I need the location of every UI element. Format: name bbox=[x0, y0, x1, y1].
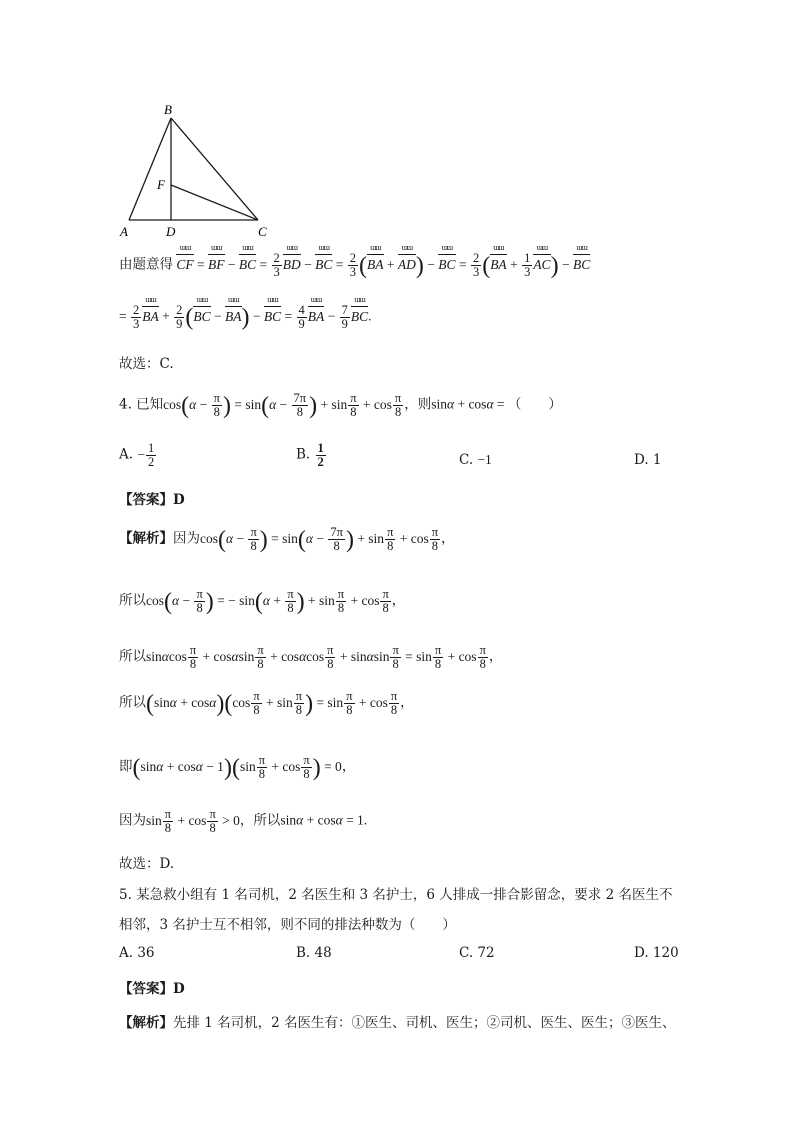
q4-solution-6: 因为sin $\frac{\pi}{8}$ + cos $\frac{\pi}{8}$ > 0，所以sinα + cosα = 1. bbox=[119, 807, 368, 836]
q5-stem-line-1: 5. 某急救小组有 1 名司机，2 名医生和 3 名护士，6 人排成一排合影留念，要求 2 名医生不 bbox=[119, 887, 673, 903]
q4-solution-5: 即(sinα + cosα − 1)(sin $\frac{\pi}{8}$ + cos $\frac{\pi}{8}$ ) = 0， bbox=[119, 753, 356, 782]
derivation-line-1: 由题意得 CF ɯɯ = BF ɯɯ − BC ɯɯ = $\frac{2}{3}$ BD ɯɯ − BC ɯɯ = $\frac{2}{3}$ (BA ɯɯ + AD ɯɯ) − BC ɯɯ = $\frac{2}{3}$ (BA ɯɯ + $\frac{1}{3}$ AC ɯɯ) − BC ɯɯ bbox=[119, 252, 590, 279]
segment-fc bbox=[171, 185, 258, 220]
q5-solution: 【解析】先排 1 名司机，2 名医生有：①医生、司机、医生；②司机、医生、医生；③医生、 bbox=[119, 1015, 676, 1031]
derivation-conclusion: 故选：C. bbox=[119, 356, 174, 372]
label-d: D bbox=[166, 224, 176, 239]
triangle-figure bbox=[115, 100, 285, 240]
q5-option-b: B. 48 bbox=[296, 945, 332, 961]
q4-solution-4: 所以(sinα + cosα)(cos $\frac{\pi}{8}$ + sin $\frac{\pi}{8}$ ) = sin $\frac{\pi}{8}$ + cos $\frac{\pi}{8}$ ， bbox=[119, 689, 414, 718]
q5-option-c: C. 72 bbox=[459, 945, 495, 961]
q5-option-d: D. 120 bbox=[634, 945, 679, 961]
q5-option-a: A. 36 bbox=[119, 945, 155, 961]
derivation-line-2: = $\frac{2}{3}$ BA ɯɯ + $\frac{2}{9}$ (BC ɯɯ − BA ɯɯ) − BC ɯɯ = $\frac{4}{9}$ BA ɯɯ − $\frac{7}{9}$ BC ɯɯ. bbox=[119, 304, 372, 331]
label-a: A bbox=[120, 224, 128, 239]
q4-stem: 4. 已知cos(α − $\frac{\pi}{8}$ ) = sin(α − $\frac{7\pi}{8}$ ) + sin $\frac{\pi}{8}$ + cos $\frac{\pi}{8}$ ，则sinα + cosα = （ ） bbox=[119, 391, 562, 420]
q4-conclusion: 故选：D. bbox=[119, 856, 175, 872]
q4-option-d: D. 1 bbox=[634, 452, 662, 468]
label-c: C bbox=[258, 224, 267, 239]
q4-solution-3: 所以sinαcos $\frac{\pi}{8}$ + cosαsin $\frac{\pi}{8}$ + cosαcos $\frac{\pi}{8}$ + sinαsin $\frac{\pi}{8}$ = sin $\frac{\pi}{8}$ + cos $\frac{\pi}{8}$ ， bbox=[119, 643, 503, 672]
label-f: F bbox=[157, 177, 165, 192]
q4-option-a: A. − $\frac{1}{2}$ bbox=[119, 441, 155, 470]
q4-solution-1: 【解析】因为cos(α − $\frac{\pi}{8}$ ) = sin(α − $\frac{7\pi}{8}$ ) + sin $\frac{\pi}{8}$ + cos $\frac{\pi}{8}$ ， bbox=[119, 525, 455, 554]
side-ab bbox=[129, 118, 171, 220]
q4-answer: 【答案】D bbox=[119, 492, 185, 508]
q4-option-c: C. −1 bbox=[459, 452, 492, 468]
q5-answer: 【答案】D bbox=[119, 981, 185, 997]
label-b: B bbox=[164, 102, 172, 117]
q5-stem-line-2: 相邻，3 名护士互不相邻，则不同的排法种数为（ ） bbox=[119, 917, 456, 933]
q4-solution-2: 所以cos(α − $\frac{\pi}{8}$ ) = − sin(α + $\frac{\pi}{8}$ ) + sin $\frac{\pi}{8}$ + cos $\frac{\pi}{8}$ ， bbox=[119, 587, 406, 616]
q4-option-b: B. $\frac{1}{2}$ bbox=[296, 441, 324, 470]
side-bc bbox=[171, 118, 258, 220]
